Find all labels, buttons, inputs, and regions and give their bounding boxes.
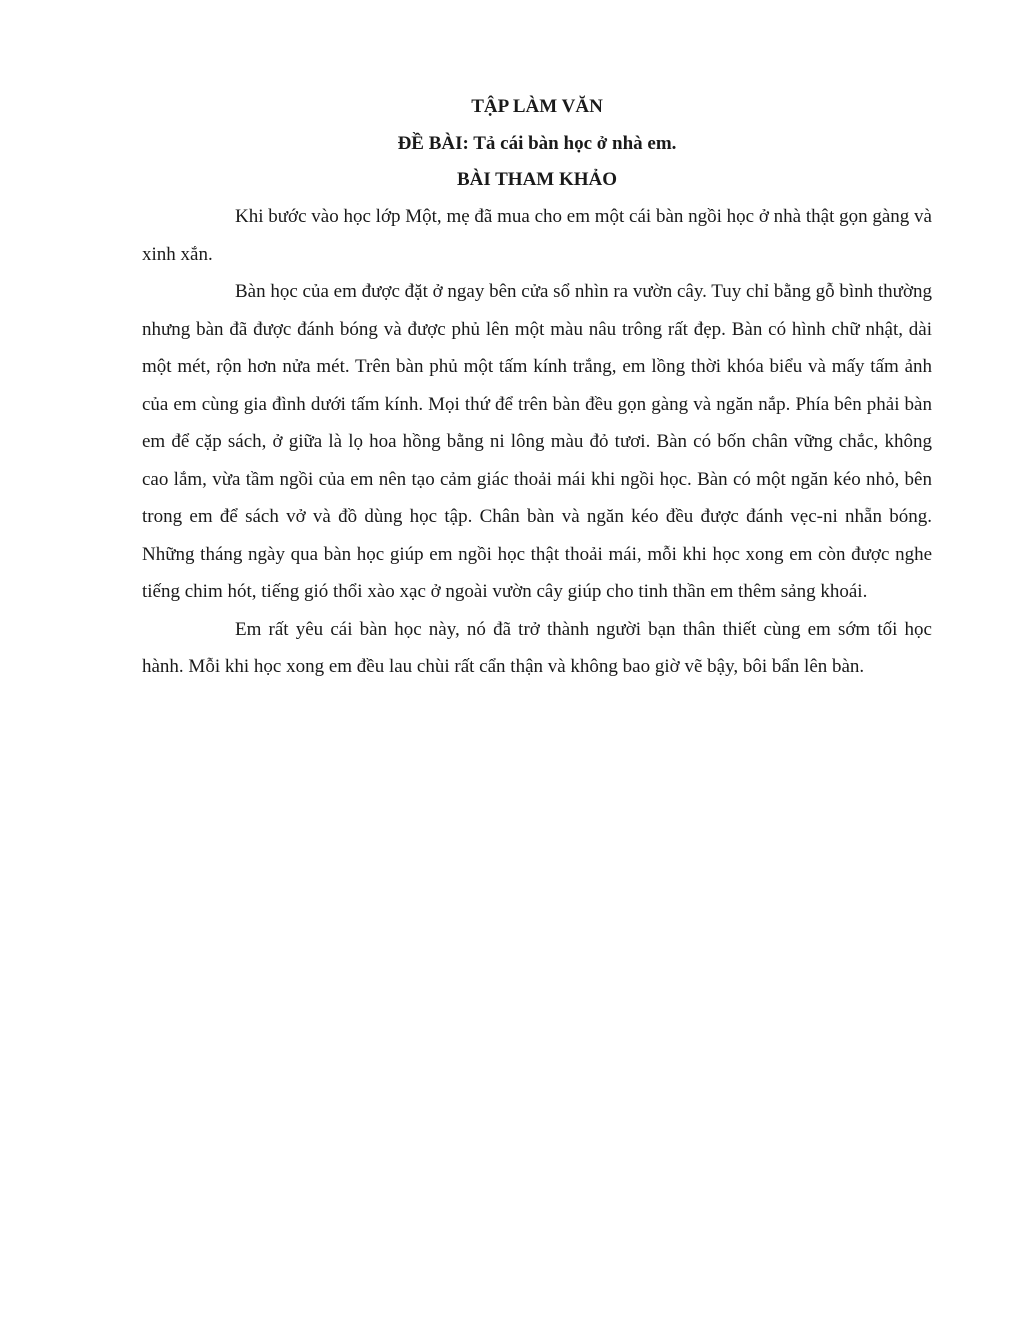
- assignment-prompt: ĐỀ BÀI: Tả cái bàn học ở nhà em.: [397, 133, 677, 154]
- document-heading: TẬP LÀM VĂN: [471, 96, 603, 117]
- document-body: [142, 88, 932, 686]
- paragraph-intro: Khi bước vào học lớp Một, mẹ đã mua cho em một cái bàn ngồi học ở nhà thật gọn gàng và xinh xắn.: [142, 206, 932, 265]
- reference-essay-heading: BÀI THAM KHẢO: [456, 169, 618, 190]
- paragraph-body: Bàn học của em được đặt ở ngay bên cửa sổ nhìn ra vườn cây. Tuy chỉ bằng gỗ bình thường nhưng bàn đã được đánh bóng và được phủ lên một màu nâu trông rất đẹp. Bàn có hình chữ nhật, dài một mét, rộn hơn nửa mét. Trên bàn phủ một tấm kính trắng, em lồng thời khóa biểu và mấy tấm ảnh của em cùng gia đình dưới tấm kính. Mọi thứ để trên bàn đều gọn gàng và ngăn nắp. Phía bên phải bàn em để cặp sách, ở giữa là lọ hoa hồng bằng ni lông màu đỏ tươi. Bàn có bốn chân vững chắc, không cao lắm, vừa tầm ngồi của em nên tạo cảm giác thoải mái khi ngồi học. Bàn có một ngăn kéo nhỏ, bên trong em để sách vở và đồ dùng học tập. Chân bàn và ngăn kéo đều được đánh vẹc-ni nhẵn bóng. Những tháng ngày qua bàn học giúp em ngồi học thật thoải mái, mỗi khi học xong em còn được nghe tiếng chim hót, tiếng gió thổi xào xạc ở ngoài vườn cây giúp cho tinh thần em thêm sảng khoái.: [142, 281, 932, 602]
- paragraph-conclusion: Em rất yêu cái bàn học này, nó đã trở thành người bạn thân thiết cùng em sớm tối học hành. Mỗi khi học xong em đều lau chùi rất cẩn thận và không bao giờ vẽ bậy, bôi bẩn lên bàn.: [142, 618, 932, 677]
